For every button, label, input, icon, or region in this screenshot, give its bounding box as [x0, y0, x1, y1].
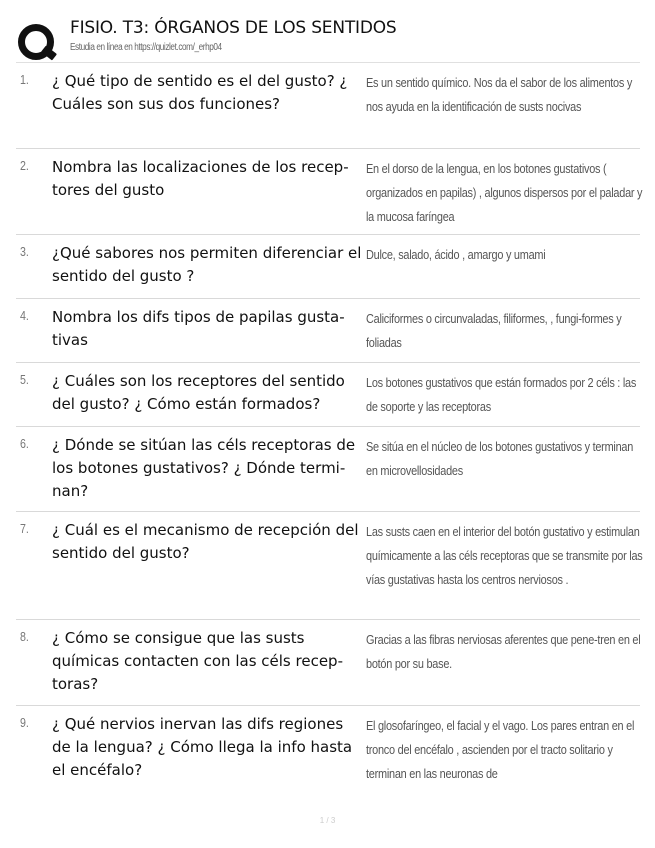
page-title: FISIO. T3: ÓRGANOS DE LOS SENTIDOS	[70, 18, 397, 38]
flashcard-row	[16, 705, 640, 791]
card-term: ¿ Cómo se consigue que las susts químicas contacten con las céls recep-toras?	[52, 629, 343, 693]
card-number: 8.	[20, 629, 29, 644]
flashcard-row	[16, 619, 640, 705]
card-term: ¿ Qué tipo de sentido es el del gusto? ¿ Cuáles son sus dos funciones?	[52, 72, 348, 113]
flashcard-row	[16, 362, 640, 426]
flashcard-row	[16, 234, 640, 298]
flashcard-row	[16, 511, 643, 619]
card-number: 1.	[20, 72, 29, 87]
card-definition: Dulce, salado, ácido , amargo y umami	[366, 247, 546, 262]
card-number: 7.	[20, 521, 29, 536]
card-definition: En el dorso de la lengua, en los botones gustativos ( organizados en papilas) , algunos dispersos por el paladar y la mucosa faríngea	[366, 161, 643, 224]
card-number: 5.	[20, 372, 29, 387]
card-number: 3.	[20, 244, 29, 259]
quizlet-logo-icon	[16, 20, 60, 64]
flashcard-row	[16, 426, 640, 511]
card-number: 9.	[20, 715, 29, 730]
page-subtitle: Estudia en línea en https://quizlet.com/_erhp04	[70, 42, 222, 53]
flashcard-row	[16, 62, 640, 148]
card-number: 4.	[20, 308, 29, 323]
card-definition: Las susts caen en el interior del botón gustativo y estimulan químicamente a las céls receptoras que se transmite por las vías gustativas hasta los centros nerviosos .	[366, 524, 643, 587]
card-definition: Los botones gustativos que están formados por 2 céls : las de soporte y las receptoras	[366, 375, 637, 414]
card-definition: Gracias a las fibras nerviosas aferentes que pene-tren en el botón por su base.	[366, 632, 641, 671]
card-term: ¿ Cuál es el mecanismo de recepción del sentido del gusto?	[52, 521, 359, 562]
card-term: ¿ Dónde se sitúan las céls receptoras de los botones gustativos? ¿ Dónde termi-nan?	[52, 436, 356, 500]
flashcard-list	[16, 62, 643, 791]
card-term: ¿ Qué nervios inervan las difs regiones de la lengua? ¿ Cómo llega la info hasta el encéfalo?	[52, 715, 353, 779]
card-term: Nombra los difs tipos de papilas gusta-tivas	[52, 308, 345, 349]
page-indicator: 1 / 3	[319, 816, 336, 825]
flashcard-row	[16, 298, 640, 362]
card-definition: Se sitúa en el núcleo de los botones gustativos y terminan en microvellosidades	[366, 439, 634, 478]
card-definition: El glosofaríngeo, el facial y el vago. Los pares entran en el tronco del encéfalo , ascienden por el tracto solitario y terminan en las neuronas de	[366, 718, 635, 781]
card-term: Nombra las localizaciones de los recep-tores del gusto	[52, 158, 349, 199]
card-term: ¿Qué sabores nos permiten diferenciar el sentido del gusto ?	[52, 244, 362, 285]
flashcard-row	[16, 148, 643, 234]
page-header	[16, 14, 636, 60]
card-number: 2.	[20, 158, 29, 173]
card-number: 6.	[20, 436, 29, 451]
card-definition: Es un sentido químico. Nos da el sabor de los alimentos y nos ayuda en la identificación de susts nocivas	[366, 75, 633, 114]
card-term: ¿ Cuáles son los receptores del sentido del gusto? ¿ Cómo están formados?	[52, 372, 345, 413]
card-definition: Caliciformes o circunvaladas, filiformes, , fungi-formes y foliadas	[366, 311, 622, 350]
